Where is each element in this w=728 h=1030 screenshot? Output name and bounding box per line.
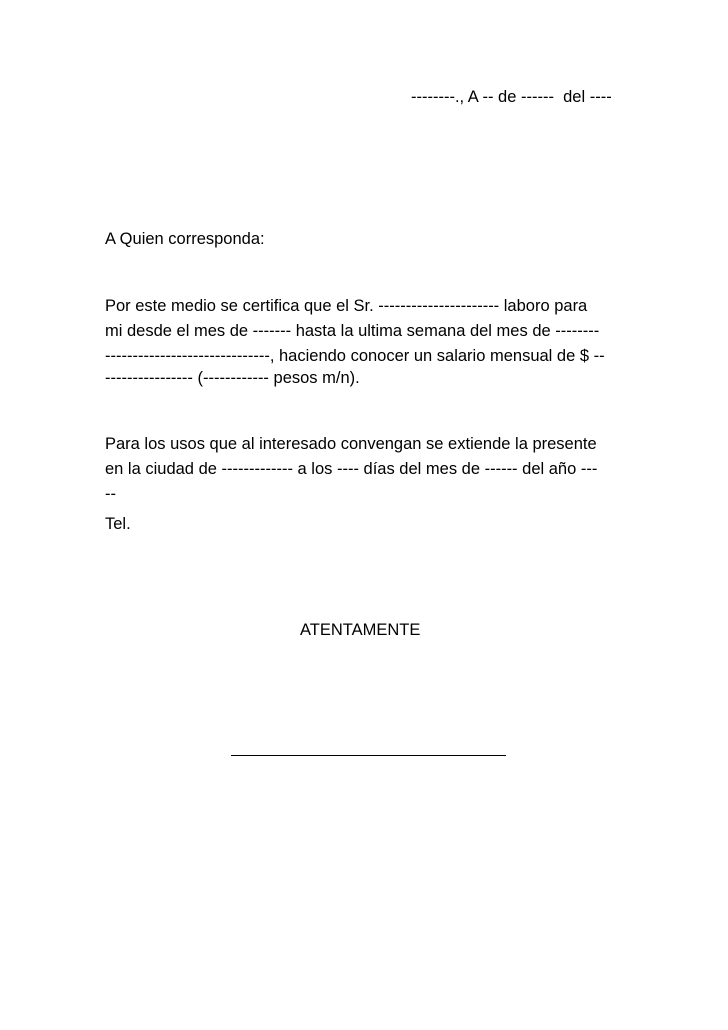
salutation: A Quien corresponda:	[105, 230, 265, 248]
paragraph-line: mi desde el mes de ------- hasta la ultima semana del mes de --------	[105, 322, 600, 340]
paragraph-line: ---------------- (------------ pesos m/n).	[105, 369, 360, 387]
paragraph-line: Por este medio se certifica que el Sr. ---------------------- laboro para	[105, 297, 588, 315]
paragraph-line: en la ciudad de ------------- a los ---- días del mes de ------ del año ---	[105, 460, 598, 478]
place-date-line: --------., A -- de ------ del ----	[411, 88, 612, 106]
closing-text: ATENTAMENTE	[300, 621, 421, 639]
paragraph-line: --	[105, 485, 116, 503]
tel-label: Tel.	[105, 515, 131, 533]
signature-line	[231, 755, 506, 756]
paragraph-line: ------------------------------, haciendo conocer un salario mensual de $ --	[105, 347, 605, 365]
paragraph-line: Para los usos que al interesado convengan se extiende la presente	[105, 435, 597, 453]
